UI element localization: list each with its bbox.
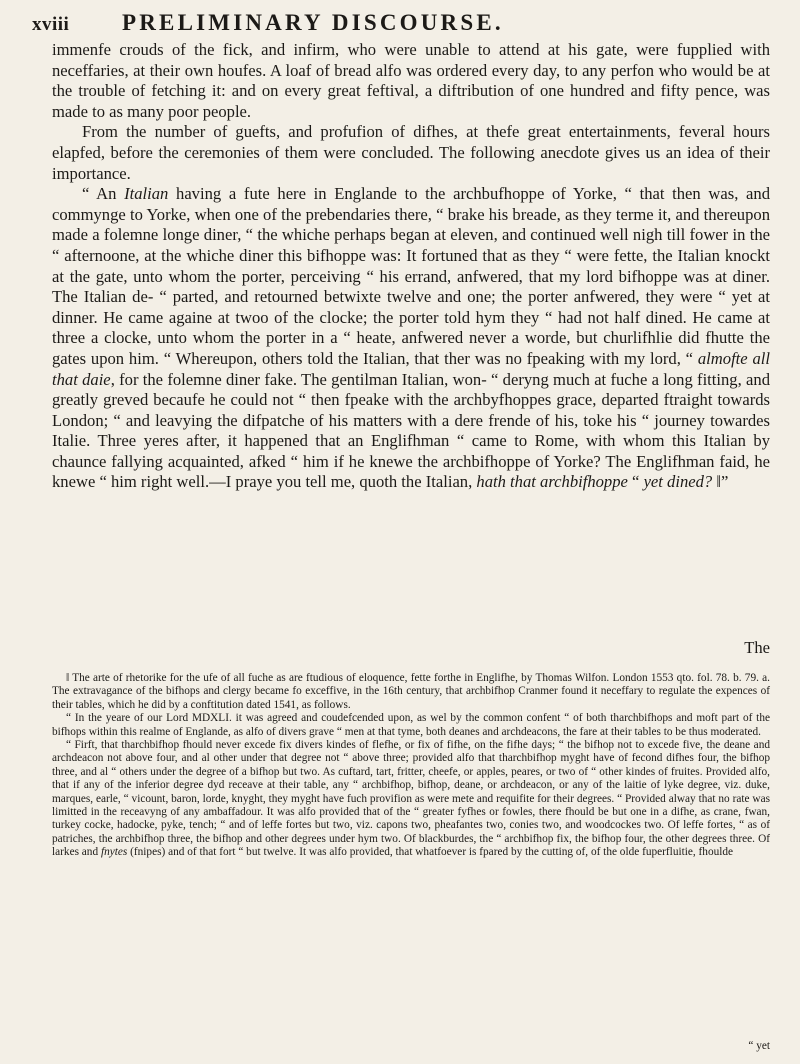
italic-yet-dined: yet dined?	[643, 472, 713, 492]
quote-part-1: having a fute here in Englande to the archbufhoppe of Yorke, “ that then was, and commynge to Yorke, when one of the prebendaries there, “ brake his breade, as they terme it, and thereupon made a folemne longe diner, “ the whiche perhaps began at eleven, and continued well nigh till fower in the “ afternoone, at the whiche diner this bifhoppe was: It fortuned that as they “ were fette, the Italian knockt at the gate, unto whom the porter, perceiving “ his errand, anfwered, that my lord bifhoppe was at diner. The Italian de- “ parted, and retourned betwixte twelve and one; the porter anfwered, they were “ yet at dinner. He came againe at twoo of the clocke; the porter told hym they “ had not half dined. He came at three a clocke, unto whom the porter in a “ heate, anfwered never a worde, but churlifhlie did fhutte the gates upon him. “ Whereupon, others told the Italian, that ther was no fpeaking with my lord, “	[52, 184, 770, 368]
footnote-1: ‖ The arte of rhetorike for the ufe of all fuche as are ftudious of eloquence, fette forthe in Englifhe, by Thomas Wilfon. London 1553 qto. fol. 78. b. 79. a. The extravagance of the bifhops and clergy became fo exceffive, in the 16th century, that archbifhop Cranmer found it neceffary to regulate the expences of their tables, which he did by a conftitution dated 1541, as follows.	[52, 672, 770, 711]
footnote-3-part-1: “ Firft, that tharchbifhop fhould never excede fix divers kindes of flefhe, or fix of fifhe, on the fifhe days; “ the bifhop not to excede five, the deane and archdeacon not above four, and al other under that degree not “ above three; provided alfo that tharchbifhop myght have of fecond difhes four, the bifhop three, and al “ others under the degree of a bifhop but two. As cuftard, tart, fritter, cheefe, or apples, peares, or two of “ other kindes of fruites. Provided alfo, that if any of the inferior degree dyd receave at their table, any “ archbifhop, bifhop, deane, or archdeacon, or any of the laitie of lyke degree, viz. duke, marques, earle, “ vicount, baron, lorde, knyght, they myght have fuch provifion as were mete and requifite for their degrees. “ Provided alway that no rate was limitted in the receavyng of any ambaffadour. It was alfo provided that of the “ greater fyfhes or fowles, there fhould be but one in a difhe, as crane, fwan, turkey cocke, hadocke, pyke, tench; “ and of leffe fortes but two, viz. capons two, pheafantes two, conies two, and woodcockes two. Of leffe fortes, “ as of patriches, the archbifhop three, the bifhop and other degrees under hym two. Of blackburdes, the “ archbifhop fix, the bifhop four, the other degrees three. Of larkes and	[52, 739, 770, 859]
footnote-catchword: “ yet	[748, 1040, 770, 1052]
paragraph-2: From the number of guefts, and profufion of difhes, at thefe great entertainments, feveral hours elapfed, before the ceremonies of them were concluded. The following anecdote gives us an idea of their importance.	[52, 122, 770, 183]
paragraph-1: immenfe crouds of the fick, and infirm, who were unable to attend at his gate, were fupplied with neceffaries, at their own houfes. A loaf of bread alfo was ordered every day, to any perfon who would be at the trouble of fetching it: and on every great feftival, a diftribution of one hundred and fifty pence, was made to as many poor people.	[52, 40, 770, 121]
quote-open: “ An	[82, 184, 125, 204]
footnote-3-part-2: (fnipes) and of that fort “ but twelve. It was alfo provided, that whatfoever is fpared by the cutting of, of the olde fuperfluitie, fhoulde	[127, 846, 734, 859]
page-number: xviii	[32, 14, 70, 35]
quote-part-3: “	[627, 472, 644, 492]
main-text	[52, 40, 770, 493]
footnote-2: “ In the yeare of our Lord MDXLI. it was agreed and coudefcended upon, as wel by the common confent “ of both tharchbifhops and moft part of the bifhops within this realme of Englande, as alfo of divers grave “ men at that tyme, both deanes and archdeacons, the fare at their tables to be thus moderated.	[52, 712, 770, 738]
catchword: The	[744, 638, 770, 657]
italic-almoste: almofte all that daie	[52, 348, 770, 389]
quote-paragraph	[52, 184, 770, 493]
footnotes	[52, 672, 770, 860]
footnote-3	[52, 739, 770, 860]
page-header	[32, 8, 772, 38]
italic-fnytes: fnytes	[100, 846, 128, 859]
quote-close: ‖”	[712, 472, 729, 492]
italic-italian: Italian	[124, 184, 169, 204]
italic-hath-that-archbishop: hath that archbifhoppe	[476, 472, 628, 492]
running-title: PRELIMINARY DISCOURSE.	[122, 10, 504, 35]
quote-part-2: , for the folemne diner fake. The gentilman Italian, won- “ deryng much at fuche a long fitting, and greatly greved becaufe he could not “ then fpeake with the archbyfhoppes grace, departed ftraight towards London; “ and leavying the difpatche of his matters with a dere frende of his, toke his “ journey towardes Italie. Three yeres after, it happened that an Englifhman “ came to Rome, with whom this Italian by chaunce fallying acquainted, afked “ him if he knewe the archbifhoppe of Yorke? The Englifhman faid, he knewe “ him right well.—I praye you tell me, quoth the Italian,	[52, 369, 770, 492]
